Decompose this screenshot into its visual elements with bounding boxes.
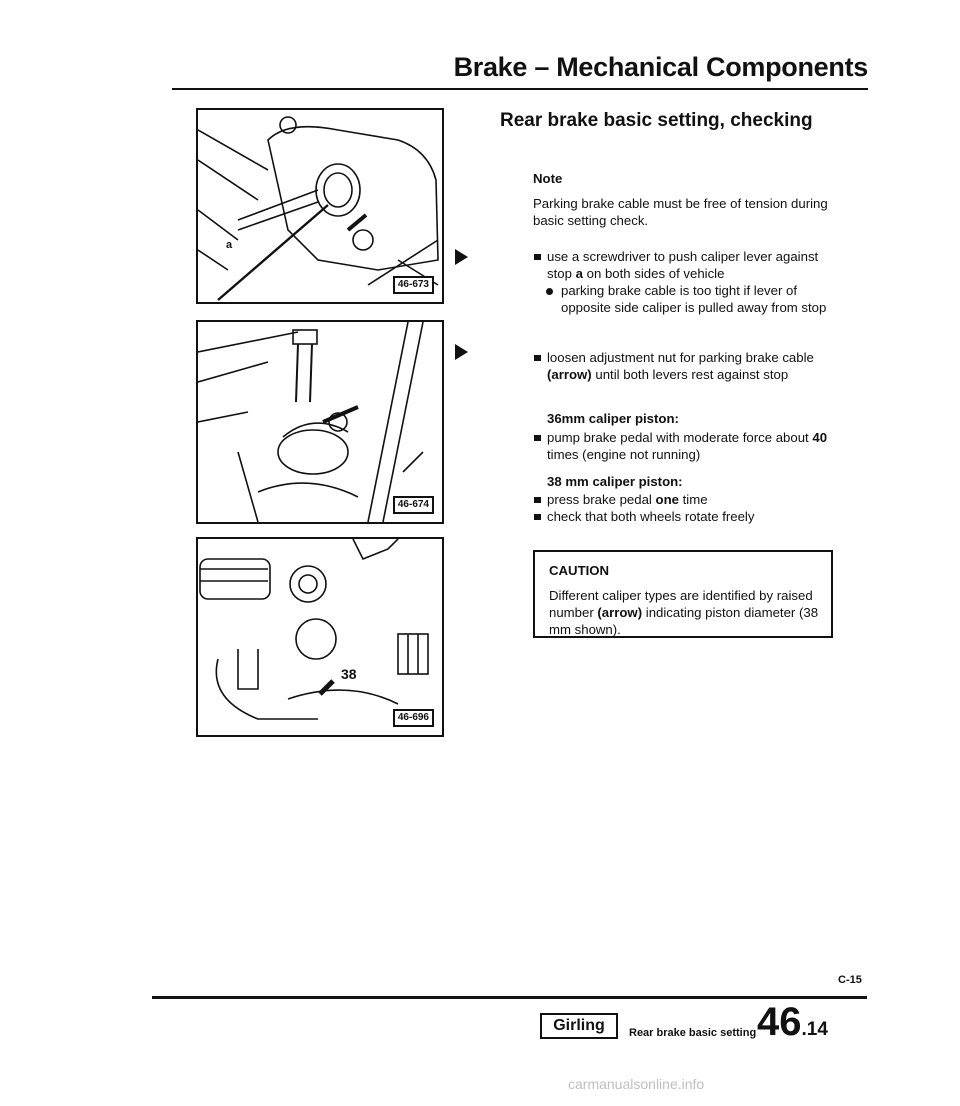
figure-adjustment-nut xyxy=(196,320,444,524)
caution-text: Different caliper types are identified by raised number (arrow) indicating piston diameter (38 mm shown). xyxy=(549,588,819,637)
figure-label: 46-696 xyxy=(393,709,434,727)
figure-caliper-marking xyxy=(196,537,444,737)
page-number-minor: .14 xyxy=(801,1019,828,1040)
caliper-lever-illustration xyxy=(198,110,442,302)
list-item: press brake pedal one time xyxy=(533,491,833,508)
figure-caliper-lever xyxy=(196,108,444,304)
footer-rule xyxy=(152,996,867,999)
callout-a: a xyxy=(226,239,233,251)
step-pointer-arrow xyxy=(455,249,468,265)
note-text: Parking brake cable must be free of tension during basic setting check. xyxy=(533,196,828,228)
caliper-marking-illustration xyxy=(198,539,442,735)
step-loosen-adjustment-nut xyxy=(533,349,833,383)
figure-label: 46-674 xyxy=(393,496,434,514)
step-push-caliper-lever xyxy=(533,248,833,316)
list-item: pump brake pedal with moderate force about 40 times (engine not running) xyxy=(533,429,833,463)
watermark: carmanualsonline.info xyxy=(568,1076,705,1092)
caution-heading: CAUTION xyxy=(549,563,610,578)
page-number xyxy=(757,1000,828,1045)
list-item: use a screwdriver to push caliper lever against stop a on both sides of vehicle xyxy=(533,248,833,282)
list-item: loosen adjustment nut for parking brake cable (arrow) until both levers rest against stop xyxy=(533,349,833,383)
piston-38-heading: 38 mm caliper piston: xyxy=(547,474,683,489)
adjustment-nut-illustration xyxy=(198,322,442,522)
step-pointer-arrow xyxy=(455,344,468,360)
list-subitem: parking brake cable is too tight if lever of opposite side caliper is pulled away from stop xyxy=(533,282,833,316)
list-item: check that both wheels rotate freely xyxy=(533,508,833,525)
header-rule xyxy=(172,88,868,90)
figure-label: 46-673 xyxy=(393,276,434,294)
page-reference: C-15 xyxy=(838,974,862,986)
brand-box: Girling xyxy=(540,1013,618,1039)
page-header-title: Brake – Mechanical Components xyxy=(453,52,868,82)
piston-38-steps xyxy=(533,491,833,525)
raised-number-38: 38 xyxy=(341,666,357,682)
caution-box xyxy=(533,550,833,638)
callout-a-ref: a xyxy=(575,266,583,281)
section-title: Rear brake basic setting, checking xyxy=(500,110,813,131)
note-heading: Note xyxy=(533,171,563,186)
piston-36-heading: 36mm caliper piston: xyxy=(547,411,679,426)
footer-section-name: Rear brake basic setting xyxy=(629,1027,757,1039)
page-number-major: 46 xyxy=(757,1000,802,1044)
piston-36-step xyxy=(533,429,833,463)
